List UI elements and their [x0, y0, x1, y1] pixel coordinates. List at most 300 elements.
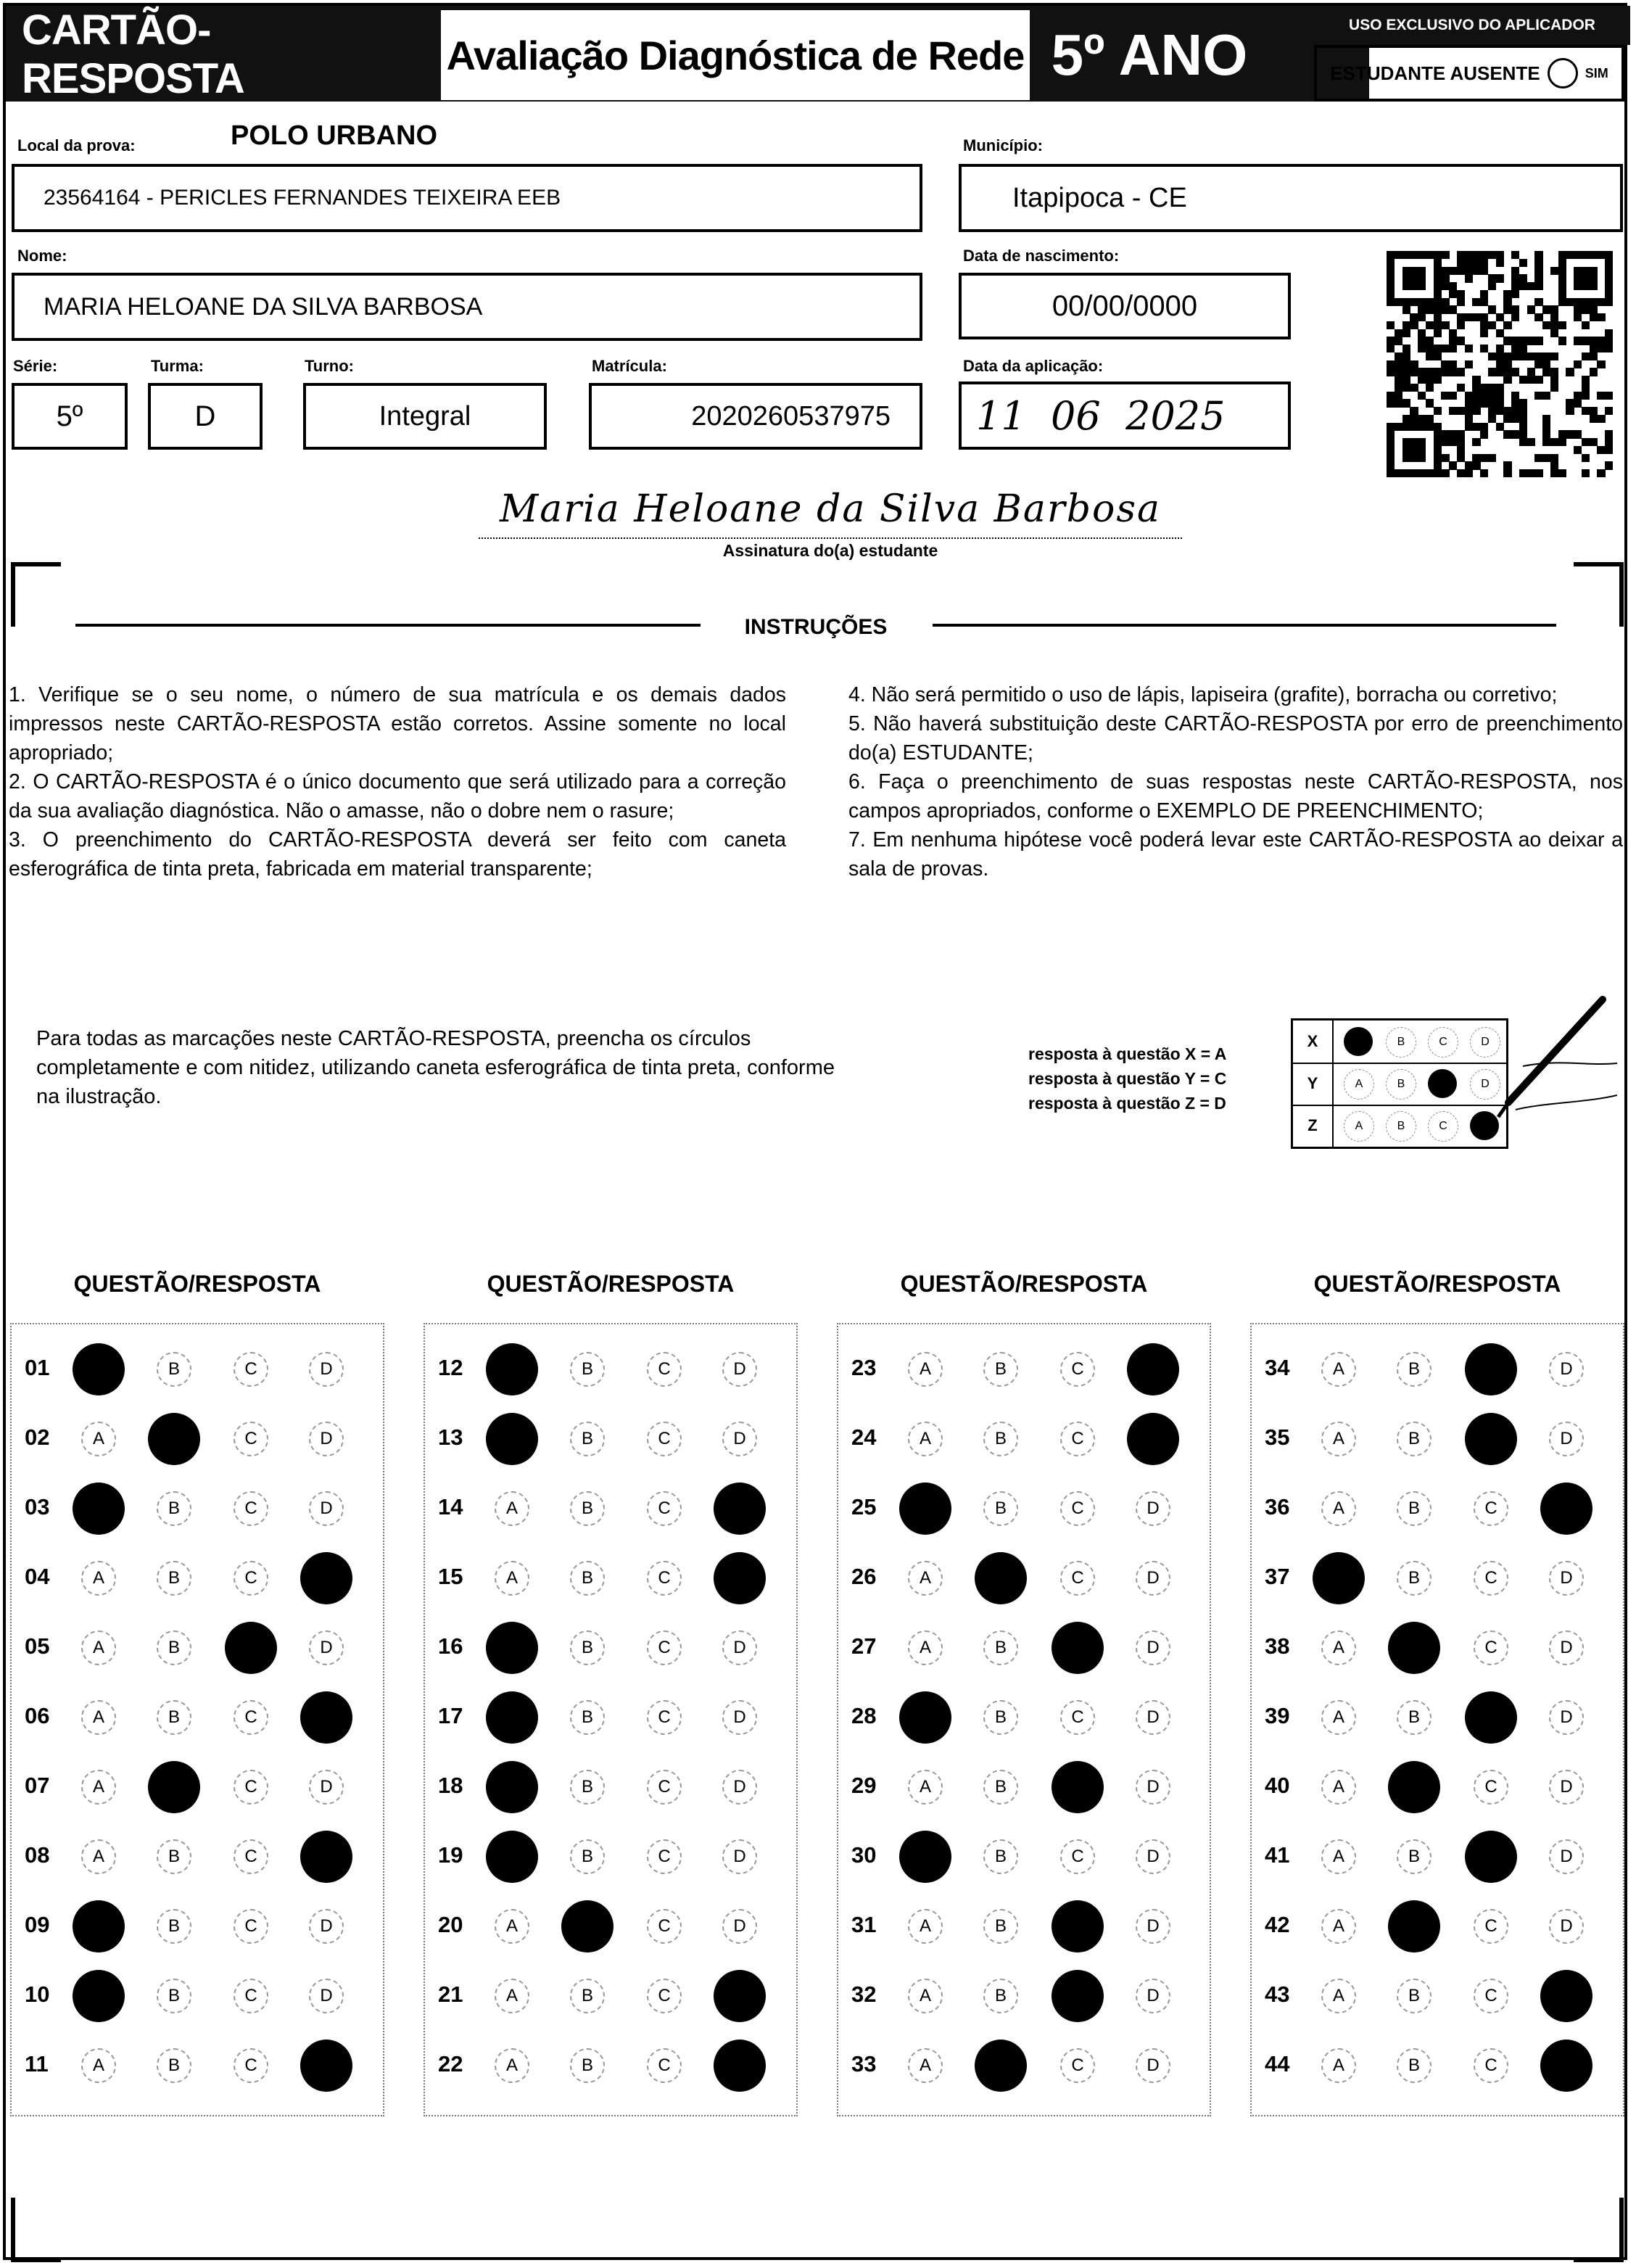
answer-bubble-c[interactable]: C	[1060, 1700, 1095, 1735]
answer-bubble-d[interactable]: D	[722, 1422, 757, 1456]
qr-module	[1402, 298, 1410, 306]
example-bubble-a	[1344, 1027, 1373, 1056]
qr-module	[1441, 438, 1449, 446]
qr-module	[1542, 352, 1550, 360]
answer-bubble-d[interactable]: D	[722, 1352, 757, 1387]
answer-bubble-a[interactable]: A	[908, 1909, 943, 1944]
answer-bubble-a[interactable]: A	[81, 1839, 116, 1874]
answer-bubble-d[interactable]: D	[309, 1770, 344, 1805]
qr-module	[1527, 376, 1535, 384]
qr-module	[1402, 384, 1410, 392]
answer-bubble-c[interactable]: C	[1060, 1352, 1095, 1387]
qr-module	[1519, 407, 1527, 415]
answer-bubble-a[interactable]: A	[908, 1770, 943, 1805]
qr-module	[1542, 360, 1550, 368]
answer-bubble-a[interactable]: A	[1321, 1700, 1356, 1735]
answer-bubble-a[interactable]: A	[81, 1561, 116, 1596]
answer-bubble-d[interactable]: D	[1136, 1561, 1170, 1596]
example-question-key: X	[1293, 1020, 1334, 1063]
answer-bubble-c[interactable]: C	[1474, 1909, 1508, 1944]
qr-module	[1480, 399, 1488, 407]
qr-module	[1395, 251, 1402, 259]
answer-bubble-d[interactable]: D	[309, 1630, 344, 1665]
answer-bubble-c[interactable]	[225, 1622, 277, 1674]
question-row	[838, 1474, 1210, 1543]
answers-heading: QUESTÃO/RESPOSTA	[487, 1271, 735, 1297]
qr-module	[1605, 298, 1613, 306]
answer-bubble-b[interactable]	[1388, 1622, 1440, 1674]
qr-module	[1590, 282, 1598, 290]
answer-bubble-a[interactable]: A	[1321, 1491, 1356, 1526]
answer-bubble-a[interactable]: A	[1321, 1422, 1356, 1456]
qr-module	[1441, 430, 1449, 438]
qr-module	[1542, 438, 1550, 446]
answer-bubble-a[interactable]: A	[908, 1630, 943, 1665]
qr-module	[1597, 313, 1605, 321]
qr-module	[1480, 290, 1488, 298]
qr-module	[1582, 305, 1590, 313]
answer-bubble-b[interactable]: B	[157, 1979, 191, 2013]
answer-bubble-b[interactable]: B	[570, 2048, 605, 2083]
answer-bubble-d[interactable]: D	[1136, 2048, 1170, 2083]
qr-module	[1480, 430, 1488, 438]
answer-bubble-a[interactable]: A	[81, 2048, 116, 2083]
answer-bubble-d[interactable]: D	[1549, 1839, 1584, 1874]
turno-value: Integral	[379, 400, 471, 432]
answer-bubble-a[interactable]: A	[908, 1979, 943, 2013]
answer-bubble-b[interactable]: B	[983, 1422, 1018, 1456]
qr-module	[1511, 399, 1519, 407]
qr-module	[1550, 329, 1558, 337]
qr-module	[1574, 282, 1582, 290]
answer-bubble-c[interactable]	[1465, 1343, 1517, 1395]
qr-module	[1496, 313, 1504, 321]
qr-module	[1503, 415, 1511, 423]
answer-bubble-c[interactable]: C	[1474, 1630, 1508, 1665]
answer-bubble-b[interactable]: B	[983, 1700, 1018, 1735]
qr-module	[1488, 415, 1496, 423]
qr-module	[1605, 407, 1613, 415]
answer-bubble-a[interactable]: A	[495, 1491, 529, 1526]
qr-module	[1590, 415, 1598, 423]
answer-bubble-c[interactable]	[1465, 1831, 1517, 1883]
qr-module	[1418, 415, 1426, 423]
qr-module	[1542, 423, 1550, 431]
answer-bubble-c[interactable]: C	[1060, 1839, 1095, 1874]
answer-bubble-b[interactable]	[561, 1900, 614, 1952]
answer-bubble-c[interactable]: C	[647, 1630, 682, 1665]
qr-module	[1574, 313, 1582, 321]
qr-module	[1503, 360, 1511, 368]
qr-module	[1582, 438, 1590, 446]
qr-module	[1496, 360, 1504, 368]
answer-bubble-b[interactable]: B	[570, 1561, 605, 1596]
qr-module	[1472, 259, 1480, 267]
answer-bubble-d[interactable]	[1127, 1343, 1179, 1395]
answer-bubble-c[interactable]: C	[647, 1422, 682, 1456]
qr-module	[1550, 461, 1558, 469]
qr-module	[1418, 337, 1426, 345]
nome-label: Nome:	[17, 247, 67, 265]
answer-bubble-b[interactable]: B	[157, 2048, 191, 2083]
question-row	[425, 1752, 796, 1822]
answer-bubble-d[interactable]: D	[1549, 1909, 1584, 1944]
qr-module	[1582, 352, 1590, 360]
answer-bubble-d[interactable]: D	[1549, 1700, 1584, 1735]
answer-bubble-a[interactable]	[73, 1343, 125, 1395]
answer-bubble-b[interactable]: B	[1397, 1979, 1432, 2013]
answer-bubble-d[interactable]	[300, 1691, 352, 1744]
answer-bubble-b[interactable]: B	[570, 1422, 605, 1456]
qr-module	[1605, 274, 1613, 282]
answer-bubble-d[interactable]	[714, 1552, 766, 1604]
qr-module	[1503, 321, 1511, 329]
answer-bubble-a[interactable]: A	[495, 2048, 529, 2083]
corner-mark-top-right	[1566, 561, 1624, 627]
qr-module	[1480, 259, 1488, 267]
answer-bubble-d[interactable]: D	[309, 1979, 344, 2013]
qr-module	[1558, 259, 1566, 267]
nascimento-value: 00/00/0000	[1052, 289, 1198, 322]
answer-bubble-b[interactable]: B	[157, 1491, 191, 1526]
answer-bubble-a[interactable]	[486, 1691, 538, 1744]
qr-module	[1480, 392, 1488, 400]
question-number: 12	[438, 1355, 463, 1380]
qr-module	[1410, 423, 1418, 431]
answer-bubble-d[interactable]: D	[1136, 1979, 1170, 2013]
answer-bubble-d[interactable]: D	[309, 1909, 344, 1944]
answer-bubble-c[interactable]: C	[234, 1700, 268, 1735]
answer-bubble-d[interactable]: D	[722, 1700, 757, 1735]
answer-bubble-c[interactable]: C	[234, 1770, 268, 1805]
question-number: 10	[25, 1982, 50, 2007]
answer-bubble-c[interactable]: C	[234, 1561, 268, 1596]
answer-bubble-b[interactable]: B	[983, 1909, 1018, 1944]
answer-bubble-b[interactable]: B	[1397, 1839, 1432, 1874]
example-legend-line: resposta à questão Z = D	[1028, 1094, 1226, 1113]
answer-bubble-a[interactable]: A	[1321, 1839, 1356, 1874]
aplicacao-label: Data da aplicação:	[963, 357, 1104, 375]
answer-bubble-a[interactable]	[73, 1483, 125, 1535]
qr-module	[1418, 376, 1426, 384]
qr-module	[1434, 368, 1442, 376]
absent-box	[1314, 45, 1624, 102]
answer-bubble-a[interactable]: A	[81, 1630, 116, 1665]
answer-bubble-b[interactable]: B	[1397, 1352, 1432, 1387]
answer-bubble-d[interactable]	[300, 1552, 352, 1604]
qr-module	[1387, 345, 1395, 352]
answer-bubble-c[interactable]: C	[1060, 2048, 1095, 2083]
qr-module	[1542, 454, 1550, 462]
turma-field	[148, 383, 263, 450]
answer-bubble-b[interactable]: B	[570, 1700, 605, 1735]
answer-bubble-a[interactable]	[1313, 1552, 1365, 1604]
answer-bubble-a[interactable]	[486, 1761, 538, 1813]
answer-bubble-c[interactable]: C	[234, 1839, 268, 1874]
answer-bubble-d[interactable]: D	[722, 1770, 757, 1805]
qr-module	[1449, 360, 1457, 368]
answer-bubble-d[interactable]: D	[722, 1630, 757, 1665]
answer-bubble-d[interactable]: D	[722, 1839, 757, 1874]
qr-module	[1582, 469, 1590, 477]
answer-bubble-d[interactable]: D	[1549, 1422, 1584, 1456]
answer-bubble-b[interactable]	[1388, 1761, 1440, 1813]
qr-module	[1434, 251, 1442, 259]
answer-bubble-c[interactable]: C	[234, 1909, 268, 1944]
qr-module	[1511, 251, 1519, 259]
answer-bubble-a[interactable]: A	[908, 1422, 943, 1456]
answer-bubble-b[interactable]	[975, 2040, 1027, 2092]
answer-bubble-c[interactable]: C	[234, 1352, 268, 1387]
qr-module	[1574, 430, 1582, 438]
qr-module	[1488, 274, 1496, 282]
question-row	[838, 1335, 1210, 1404]
answer-bubble-d[interactable]	[714, 1970, 766, 2022]
answer-bubble-c[interactable]: C	[234, 1491, 268, 1526]
answer-bubble-b[interactable]: B	[1397, 2048, 1432, 2083]
answer-bubble-d[interactable]: D	[309, 1352, 344, 1387]
qr-module	[1418, 423, 1426, 431]
qr-module	[1449, 267, 1457, 275]
answer-bubble-b[interactable]: B	[157, 1561, 191, 1596]
qr-module	[1527, 469, 1535, 477]
answers-heading: QUESTÃO/RESPOSTA	[1313, 1271, 1561, 1297]
answer-bubble-c[interactable]: C	[1474, 1561, 1508, 1596]
answer-bubble-b[interactable]	[975, 1552, 1027, 1604]
answer-bubble-b[interactable]: B	[157, 1839, 191, 1874]
answer-bubble-a[interactable]	[486, 1831, 538, 1883]
answer-bubble-c[interactable]: C	[647, 1839, 682, 1874]
answer-bubble-c[interactable]	[1052, 1622, 1104, 1674]
answer-bubble-d[interactable]: D	[1136, 1839, 1170, 1874]
qr-module	[1472, 298, 1480, 306]
answer-bubble-a[interactable]: A	[81, 1422, 116, 1456]
answer-bubble-a[interactable]: A	[1321, 1909, 1356, 1944]
answer-bubble-d[interactable]	[1540, 1970, 1592, 2022]
question-row	[1252, 1404, 1623, 1474]
qr-module	[1472, 313, 1480, 321]
answer-bubble-a[interactable]	[73, 1970, 125, 2022]
answer-bubble-b[interactable]: B	[570, 1491, 605, 1526]
answer-bubble-c[interactable]	[1052, 1970, 1104, 2022]
answer-bubble-c[interactable]	[1465, 1691, 1517, 1744]
qr-module	[1418, 298, 1426, 306]
answer-bubble-a[interactable]: A	[81, 1770, 116, 1805]
answer-bubble-b[interactable]: B	[570, 1770, 605, 1805]
answer-bubble-c[interactable]: C	[647, 1700, 682, 1735]
applicator-title: USO EXCLUSIVO DO APLICADOR	[1314, 6, 1630, 45]
answer-bubble-c[interactable]: C	[647, 1979, 682, 2013]
answer-bubble-c[interactable]: C	[647, 1770, 682, 1805]
answer-bubble-c[interactable]: C	[234, 2048, 268, 2083]
qr-module	[1387, 337, 1395, 345]
answer-bubble-a[interactable]: A	[908, 1352, 943, 1387]
answer-bubble-a[interactable]: A	[1321, 1770, 1356, 1805]
answer-bubble-a[interactable]	[73, 1900, 125, 1952]
answer-bubble-c[interactable]: C	[647, 1909, 682, 1944]
answer-bubble-a[interactable]: A	[495, 1561, 529, 1596]
answer-bubble-b[interactable]: B	[1397, 1491, 1432, 1526]
answer-bubble-d[interactable]: D	[1549, 1561, 1584, 1596]
answer-bubble-d[interactable]	[714, 1483, 766, 1535]
answer-bubble-b[interactable]: B	[983, 1839, 1018, 1874]
absent-bubble[interactable]	[1548, 58, 1578, 88]
answer-bubble-b[interactable]: B	[570, 1979, 605, 2013]
question-number: 03	[25, 1494, 50, 1519]
answer-bubble-a[interactable]: A	[495, 1909, 529, 1944]
qr-module	[1418, 251, 1426, 259]
turma-label: Turma:	[151, 357, 204, 375]
answer-bubble-d[interactable]: D	[1549, 1352, 1584, 1387]
answer-bubble-a[interactable]: A	[1321, 2048, 1356, 2083]
pen-icon	[1479, 994, 1617, 1131]
answer-bubble-b[interactable]: B	[157, 1352, 191, 1387]
qr-module	[1550, 313, 1558, 321]
answer-bubble-d[interactable]: D	[1549, 1770, 1584, 1805]
answer-bubble-b[interactable]: B	[157, 1700, 191, 1735]
answer-bubble-a[interactable]: A	[908, 1561, 943, 1596]
serie-field	[12, 383, 128, 450]
answer-bubble-a[interactable]	[899, 1483, 951, 1535]
answer-bubble-d[interactable]	[714, 2040, 766, 2092]
qr-module	[1387, 423, 1395, 431]
qr-module	[1558, 282, 1566, 290]
answer-bubble-c[interactable]: C	[234, 1979, 268, 2013]
answer-bubble-a[interactable]	[486, 1343, 538, 1395]
answer-bubble-a[interactable]: A	[908, 2048, 943, 2083]
answer-bubble-d[interactable]: D	[722, 1909, 757, 1944]
answer-bubble-d[interactable]: D	[1136, 1770, 1170, 1805]
question-number: 07	[25, 1773, 50, 1798]
qr-module	[1519, 282, 1527, 290]
question-number: 21	[438, 1982, 463, 2007]
qr-module	[1590, 438, 1598, 446]
answer-column-1	[10, 1323, 384, 2116]
answer-bubble-b[interactable]: B	[570, 1630, 605, 1665]
qr-module	[1457, 321, 1465, 329]
answer-bubble-a[interactable]: A	[81, 1700, 116, 1735]
qr-module	[1534, 313, 1542, 321]
qr-module	[1402, 274, 1410, 282]
answer-bubble-c[interactable]: C	[647, 1352, 682, 1387]
qr-module	[1395, 469, 1402, 477]
answer-bubble-b[interactable]	[148, 1413, 200, 1465]
answer-bubble-a[interactable]	[899, 1691, 951, 1744]
answer-bubble-c[interactable]: C	[1060, 1422, 1095, 1456]
answer-bubble-d[interactable]: D	[1136, 1700, 1170, 1735]
answer-bubble-b[interactable]: B	[983, 1630, 1018, 1665]
answer-bubble-d[interactable]: D	[309, 1491, 344, 1526]
qr-module	[1590, 298, 1598, 306]
qr-module	[1441, 469, 1449, 477]
answer-bubble-b[interactable]: B	[570, 1839, 605, 1874]
answer-bubble-a[interactable]: A	[1321, 1352, 1356, 1387]
qr-module	[1418, 305, 1426, 313]
qr-module	[1496, 384, 1504, 392]
qr-module	[1410, 274, 1418, 282]
qr-module	[1418, 469, 1426, 477]
answer-bubble-d[interactable]: D	[1136, 1491, 1170, 1526]
answer-bubble-c[interactable]: C	[1474, 1979, 1508, 2013]
municipio-field	[959, 164, 1623, 232]
answer-bubble-a[interactable]	[486, 1622, 538, 1674]
qr-module	[1426, 399, 1434, 407]
qr-module	[1542, 430, 1550, 438]
answer-bubble-b[interactable]: B	[983, 1491, 1018, 1526]
qr-module	[1418, 392, 1426, 400]
answer-bubble-d[interactable]: D	[1549, 1630, 1584, 1665]
answer-bubble-b[interactable]: B	[983, 1352, 1018, 1387]
qr-module	[1472, 461, 1480, 469]
answer-bubble-d[interactable]	[1540, 1483, 1592, 1535]
question-row	[838, 1613, 1210, 1683]
answer-bubble-c[interactable]: C	[1474, 1491, 1508, 1526]
qr-module	[1496, 399, 1504, 407]
answer-bubble-d[interactable]: D	[1136, 1909, 1170, 1944]
qr-module	[1410, 454, 1418, 462]
qr-module	[1449, 337, 1457, 345]
answer-bubble-b[interactable]: B	[157, 1909, 191, 1944]
answer-bubble-d[interactable]: D	[309, 1422, 344, 1456]
answer-bubble-b[interactable]	[148, 1761, 200, 1813]
answer-bubble-c[interactable]: C	[647, 2048, 682, 2083]
answer-bubble-a[interactable]: A	[1321, 1979, 1356, 2013]
answer-bubble-d[interactable]	[300, 1831, 352, 1883]
answer-bubble-c[interactable]	[1052, 1900, 1104, 1952]
qr-module	[1511, 313, 1519, 321]
qr-module	[1527, 438, 1535, 446]
answer-bubble-c[interactable]: C	[647, 1561, 682, 1596]
answer-bubble-d[interactable]	[1127, 1413, 1179, 1465]
answer-bubble-b[interactable]: B	[1397, 1422, 1432, 1456]
qr-module	[1566, 407, 1574, 415]
answer-bubble-a[interactable]	[486, 1413, 538, 1465]
qr-module	[1434, 407, 1442, 415]
answer-bubble-c[interactable]	[1052, 1761, 1104, 1813]
answer-bubble-c[interactable]: C	[1474, 1770, 1508, 1805]
answer-bubble-a[interactable]: A	[1321, 1630, 1356, 1665]
instructions-rule-left	[75, 624, 701, 627]
answer-bubble-b[interactable]	[1388, 1900, 1440, 1952]
answer-bubble-d[interactable]	[300, 2040, 352, 2092]
answer-bubble-d[interactable]: D	[1136, 1630, 1170, 1665]
answer-bubble-b[interactable]: B	[1397, 1700, 1432, 1735]
answer-bubble-c[interactable]: C	[647, 1491, 682, 1526]
answer-bubble-a[interactable]: A	[495, 1979, 529, 2013]
answer-bubble-b[interactable]: B	[983, 1770, 1018, 1805]
qr-module	[1534, 360, 1542, 368]
qr-module	[1496, 368, 1504, 376]
qr-module	[1590, 352, 1598, 360]
qr-module	[1418, 267, 1426, 275]
qr-module	[1511, 407, 1519, 415]
answer-bubble-c[interactable]: C	[1474, 2048, 1508, 2083]
answer-bubble-b[interactable]: B	[983, 1979, 1018, 2013]
answer-bubble-a[interactable]	[899, 1831, 951, 1883]
answer-bubble-c[interactable]: C	[1060, 1561, 1095, 1596]
answer-bubble-c[interactable]	[1465, 1413, 1517, 1465]
exam-title: Avaliação Diagnóstica de Rede	[441, 10, 1030, 100]
answer-bubble-b[interactable]: B	[570, 1352, 605, 1387]
answer-bubble-b[interactable]: B	[1397, 1561, 1432, 1596]
qr-module	[1457, 298, 1465, 306]
qr-module	[1511, 267, 1519, 275]
answer-bubble-c[interactable]: C	[234, 1422, 268, 1456]
answer-bubble-b[interactable]: B	[157, 1630, 191, 1665]
answer-bubble-d[interactable]	[1540, 2040, 1592, 2092]
qr-module	[1395, 352, 1402, 360]
answer-bubble-c[interactable]: C	[1060, 1491, 1095, 1526]
